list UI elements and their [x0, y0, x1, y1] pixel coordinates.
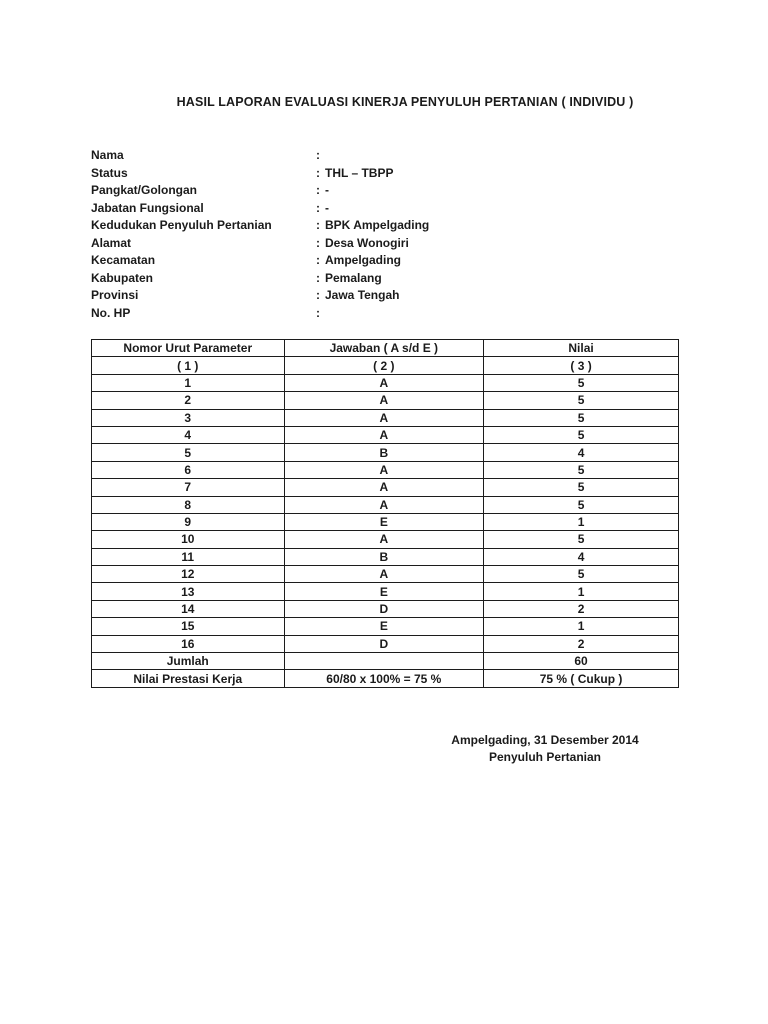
table-row — [92, 426, 679, 443]
jawaban-cell: A — [284, 461, 484, 478]
jawaban-cell: A — [284, 479, 484, 496]
table-row — [92, 496, 679, 513]
jumlah-jawaban — [284, 653, 484, 670]
field-value: - — [325, 183, 329, 197]
table-row — [92, 618, 679, 635]
table-row — [92, 461, 679, 478]
jumlah-nilai: 60 — [484, 653, 679, 670]
signature-block — [449, 732, 641, 766]
prestasi-nilai: 75 % ( Cukup ) — [484, 670, 679, 687]
table-row — [92, 635, 679, 652]
column-header-jawaban: Jawaban ( A s/d E ) — [284, 340, 484, 357]
field-label: Kedudukan Penyuluh Pertanian — [91, 218, 272, 232]
nilai-cell: 1 — [484, 618, 679, 635]
jumlah-row — [92, 653, 679, 670]
nilai-cell: 4 — [484, 444, 679, 461]
param-cell: 5 — [92, 444, 285, 461]
nilai-cell: 1 — [484, 583, 679, 600]
field-value: Desa Wonogiri — [325, 235, 409, 250]
field-label: Provinsi — [91, 288, 139, 302]
jawaban-cell: B — [284, 548, 484, 565]
nilai-cell: 5 — [484, 531, 679, 548]
field-colon: : — [316, 235, 320, 250]
field-value: THL – TBPP — [325, 165, 394, 180]
nilai-cell: 2 — [484, 635, 679, 652]
signature-role: Penyuluh Pertanian — [488, 750, 602, 764]
jawaban-cell: A — [284, 409, 484, 426]
identity-fields — [91, 147, 691, 322]
param-cell: 15 — [92, 618, 285, 635]
table-row — [92, 531, 679, 548]
param-cell: 13 — [92, 583, 285, 600]
field-label: Kabupaten — [91, 270, 154, 285]
field-row-alamat — [91, 235, 691, 253]
field-label: Nama — [91, 148, 124, 162]
field-value: BPK Ampelgading — [325, 218, 430, 232]
field-row-nama — [91, 147, 691, 165]
subheader-cell: ( 3 ) — [484, 357, 679, 374]
field-row-jabatan-fungsional — [91, 200, 691, 218]
table-row — [92, 444, 679, 461]
field-colon: : — [316, 148, 320, 162]
nilai-cell: 5 — [484, 479, 679, 496]
prestasi-label: Nilai Prestasi Kerja — [92, 670, 285, 687]
field-row-status — [91, 165, 691, 183]
jawaban-cell: A — [284, 426, 484, 443]
subheader-cell: ( 1 ) — [92, 357, 285, 374]
jawaban-cell: D — [284, 600, 484, 617]
table-row — [92, 392, 679, 409]
field-colon: : — [316, 270, 320, 285]
param-cell: 10 — [92, 531, 285, 548]
table-row — [92, 374, 679, 391]
jawaban-cell: E — [284, 618, 484, 635]
field-colon: : — [316, 183, 320, 197]
jawaban-cell: A — [284, 566, 484, 583]
table-row — [92, 600, 679, 617]
jawaban-cell: B — [284, 444, 484, 461]
table-row — [92, 513, 679, 530]
field-row-kabupaten — [91, 270, 691, 288]
param-cell: 2 — [92, 392, 285, 409]
nilai-prestasi-row — [92, 670, 679, 687]
jawaban-cell: A — [284, 374, 484, 391]
nilai-cell: 5 — [484, 461, 679, 478]
jawaban-cell: A — [284, 496, 484, 513]
table-row — [92, 409, 679, 426]
table-row — [92, 548, 679, 565]
field-value: Ampelgading — [325, 253, 402, 267]
nilai-cell: 5 — [484, 409, 679, 426]
nilai-cell: 5 — [484, 426, 679, 443]
field-row-pangkat-golongan — [91, 182, 691, 200]
field-value: Jawa Tengah — [325, 288, 400, 302]
nilai-cell: 5 — [484, 374, 679, 391]
field-colon: : — [316, 218, 320, 232]
nilai-cell: 2 — [484, 600, 679, 617]
field-value: - — [325, 200, 329, 215]
table-row — [92, 479, 679, 496]
param-cell: 4 — [92, 426, 285, 443]
param-cell: 9 — [92, 513, 285, 530]
prestasi-formula: 60/80 x 100% = 75 % — [284, 670, 484, 687]
nilai-cell: 5 — [484, 392, 679, 409]
nilai-cell: 4 — [484, 548, 679, 565]
jawaban-cell: A — [284, 531, 484, 548]
field-row-kedudukan — [91, 217, 691, 235]
field-label: Status — [91, 165, 128, 180]
jawaban-cell: D — [284, 635, 484, 652]
jawaban-cell: E — [284, 513, 484, 530]
field-label: No. HP — [91, 305, 131, 320]
field-colon: : — [316, 305, 320, 320]
field-value: Pemalang — [325, 270, 382, 285]
param-cell: 11 — [92, 548, 285, 565]
field-colon: : — [316, 253, 320, 267]
table-row — [92, 583, 679, 600]
table-header-row — [92, 340, 679, 357]
param-cell: 8 — [92, 496, 285, 513]
field-colon: : — [316, 200, 320, 215]
field-label: Alamat — [91, 235, 132, 250]
table-row — [92, 566, 679, 583]
page-title: HASIL LAPORAN EVALUASI KINERJA PENYULUH PERTANIAN ( INDIVIDU ) — [176, 95, 634, 109]
field-label: Pangkat/Golongan — [91, 183, 198, 197]
jawaban-cell: A — [284, 392, 484, 409]
signature-place-date: Ampelgading, 31 Desember 2014 — [451, 733, 639, 747]
field-label: Kecamatan — [91, 253, 156, 267]
param-cell: 12 — [92, 566, 285, 583]
column-header-parameter: Nomor Urut Parameter — [92, 340, 285, 357]
nilai-cell: 1 — [484, 513, 679, 530]
param-cell: 1 — [92, 374, 285, 391]
nilai-cell: 5 — [484, 566, 679, 583]
param-cell: 6 — [92, 461, 285, 478]
field-row-kecamatan — [91, 252, 691, 270]
jumlah-label: Jumlah — [92, 653, 285, 670]
evaluation-score-table — [91, 339, 679, 688]
field-colon: : — [316, 288, 320, 302]
nilai-cell: 5 — [484, 496, 679, 513]
field-label: Jabatan Fungsional — [91, 200, 204, 215]
jawaban-cell: E — [284, 583, 484, 600]
table-subheader-row — [92, 357, 679, 374]
param-cell: 7 — [92, 479, 285, 496]
column-header-nilai: Nilai — [484, 340, 679, 357]
param-cell: 14 — [92, 600, 285, 617]
field-row-provinsi — [91, 287, 691, 305]
field-row-no-hp — [91, 305, 691, 323]
subheader-cell: ( 2 ) — [284, 357, 484, 374]
param-cell: 3 — [92, 409, 285, 426]
field-colon: : — [316, 165, 320, 180]
param-cell: 16 — [92, 635, 285, 652]
